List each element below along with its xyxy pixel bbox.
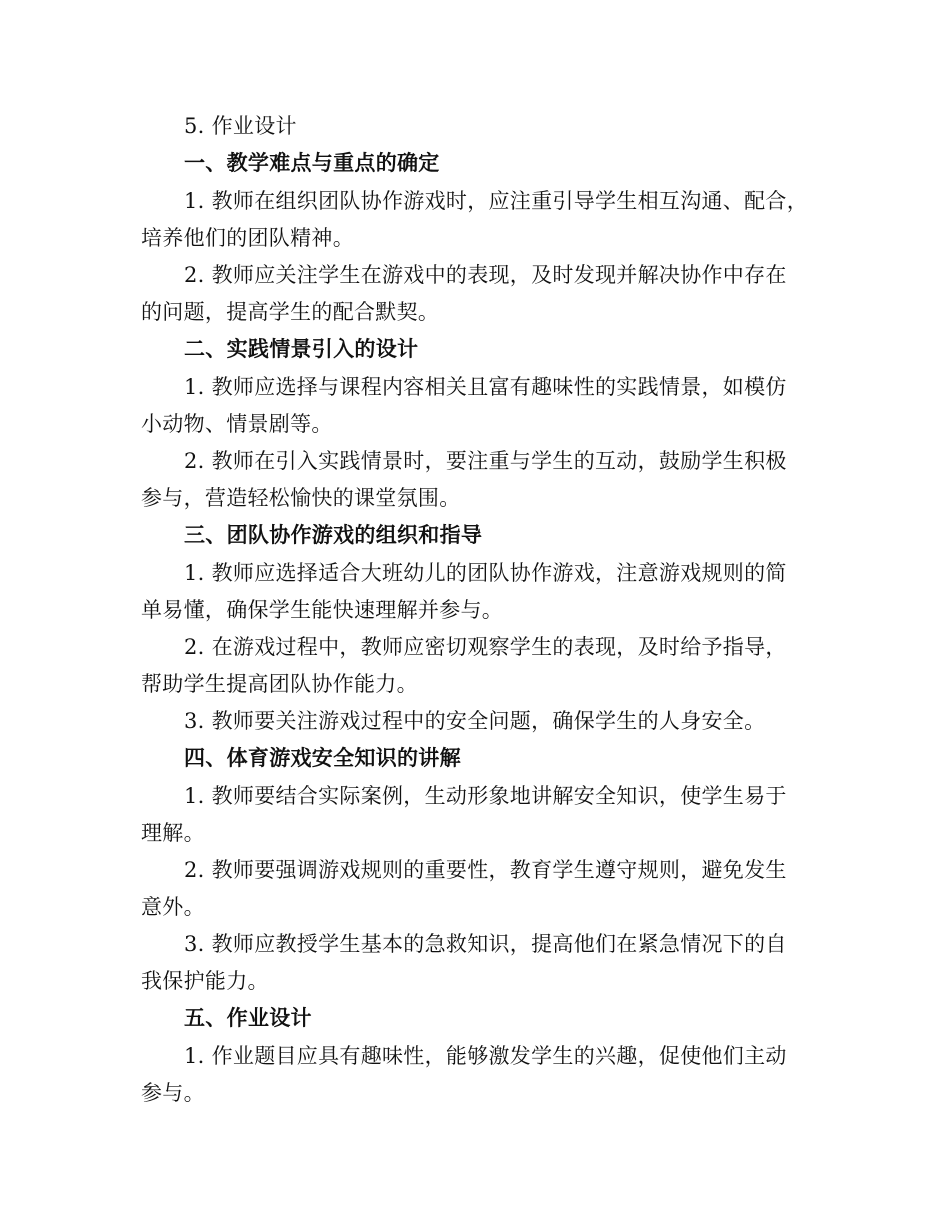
paragraph-line: 参与。 [141, 1081, 205, 1105]
paragraph-line: 小动物、情景剧等。 [141, 412, 333, 436]
section-heading-5: 五、作业设计 [184, 1006, 312, 1030]
paragraph-line: 3. 教师要关注游戏过程中的安全问题，确保学生的人身安全。 [184, 709, 766, 733]
paragraph-line: 1. 教师应选择适合大班幼儿的团队协作游戏，注意游戏规则的简 [184, 561, 787, 585]
paragraph-line: 1. 教师要结合实际案例，生动形象地讲解安全知识，使学生易于 [184, 784, 787, 808]
paragraph-line: 理解。 [141, 821, 205, 845]
paragraph-line: 帮助学生提高团队协作能力。 [141, 672, 418, 696]
paragraph-line: 参与，营造轻松愉快的课堂氛围。 [141, 486, 461, 510]
paragraph-line: 单易懂，确保学生能快速理解并参与。 [141, 598, 504, 622]
paragraph-line: 2. 教师应关注学生在游戏中的表现，及时发现并解决协作中存在 [184, 263, 787, 287]
section-heading-1: 一、教学难点与重点的确定 [184, 151, 440, 175]
paragraph-line: 2. 在游戏过程中，教师应密切观察学生的表现，及时给予指导， [184, 635, 787, 659]
paragraph-line: 2. 教师在引入实践情景时，要注重与学生的互动，鼓励学生积极 [184, 449, 787, 473]
paragraph-line: 3. 教师应教授学生基本的急救知识，提高他们在紧急情况下的自 [184, 932, 787, 956]
section-heading-4: 四、体育游戏安全知识的讲解 [184, 746, 461, 770]
paragraph-line: 意外。 [141, 895, 205, 919]
paragraph-line: 的问题，提高学生的配合默契。 [141, 300, 440, 324]
paragraph-line: 2. 教师要强调游戏规则的重要性，教育学生遵守规则，避免发生 [184, 858, 787, 882]
paragraph-line: 1. 教师在组织团队协作游戏时，应注重引导学生相互沟通、配合， [184, 189, 809, 213]
paragraph-line: 1. 教师应选择与课程内容相关且富有趣味性的实践情景，如模仿 [184, 375, 787, 399]
paragraph-line: 培养他们的团队精神。 [141, 226, 354, 250]
section-heading-2: 二、实践情景引入的设计 [184, 337, 419, 361]
top-line: 5. 作业设计 [184, 114, 297, 138]
section-heading-3: 三、团队协作游戏的组织和指导 [184, 523, 483, 547]
paragraph-line: 1. 作业题目应具有趣味性，能够激发学生的兴趣，促使他们主动 [184, 1044, 787, 1068]
paragraph-line: 我保护能力。 [141, 969, 269, 993]
